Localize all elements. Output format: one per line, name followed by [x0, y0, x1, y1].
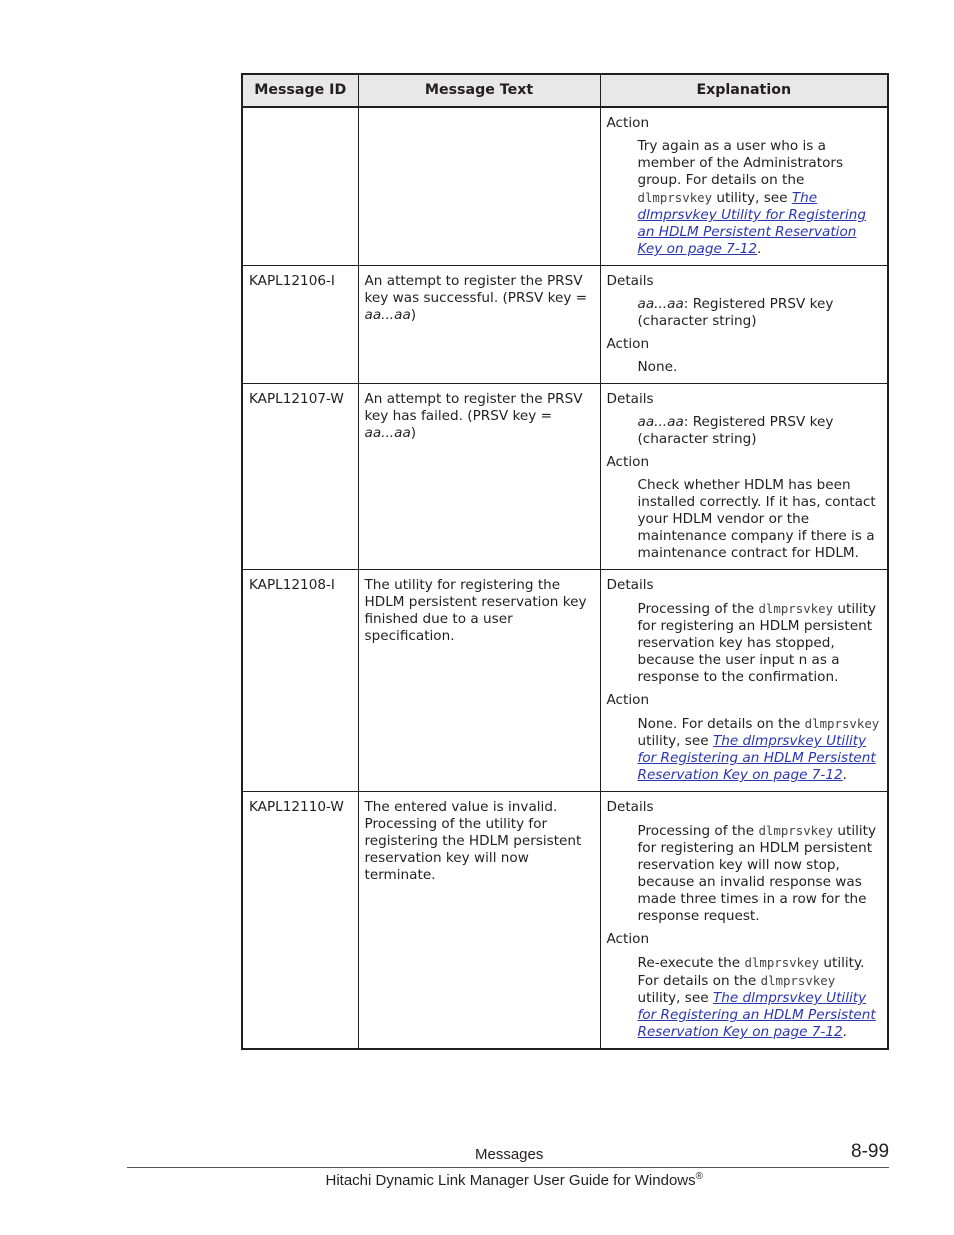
action-text: Try again as a user who is a member of the Administrators group. For details on the dlmprsvkey utility, see The dlmprsvkey Utility for Registering an HDLM Persistent Reservation Key on page 7-12. [637, 138, 867, 257]
table-row [242, 266, 888, 384]
explanation-cell [600, 384, 888, 570]
table-header-row [242, 74, 888, 107]
message-text-cell: The entered value is invalid. Processing of the utility for registering the HDLM persistent reservation key will now terminate. [358, 792, 600, 1050]
header-explanation: Explanation [600, 74, 888, 107]
action-label: Action [606, 692, 650, 708]
message-table [241, 73, 889, 1050]
details-label: Details [606, 391, 654, 407]
explanation-cell [600, 792, 888, 1050]
explanation-cell [600, 266, 888, 384]
action-label: Action [606, 336, 650, 352]
details-text: aa...aa: Registered PRSV key (character string) [637, 414, 834, 447]
explanation-cell [600, 570, 888, 792]
details-label: Details [606, 273, 654, 289]
details-text: Processing of the dlmprsvkey utility for registering an HDLM persistent reservation key will now stop, because an invalid response was made three times in a row for the response request. [637, 823, 877, 924]
message-id-cell: KAPL12106-I [242, 266, 358, 384]
command-name: dlmprsvkey [758, 823, 834, 838]
explanation-cell [600, 107, 888, 266]
action-text: Re-execute the dlmprsvkey utility. For details on the dlmprsvkey utility, see The dlmprsvkey Utility for Registering an HDLM Persistent Reservation Key on page 7-12. [637, 955, 876, 1040]
cross-reference-link[interactable]: The dlmprsvkey Utility for Registering an HDLM Persistent Reservation Key on page 7-12 [637, 190, 867, 257]
table-row [242, 107, 888, 266]
command-name: dlmprsvkey [758, 601, 834, 616]
registered-mark: ® [695, 1171, 703, 1182]
action-text: None. For details on the dlmprsvkey utility, see The dlmprsvkey Utility for Registering an HDLM Persistent Reservation Key on page 7-12. [637, 716, 880, 783]
header-message-text: Message Text [358, 74, 600, 107]
details-label: Details [606, 799, 654, 815]
footer-document-title: Hitachi Dynamic Link Manager User Guide for Windows® [325, 1171, 703, 1189]
message-text-cell: An attempt to register the PRSV key was successful. (PRSV key = aa...aa) [358, 266, 600, 384]
action-label: Action [606, 454, 650, 470]
command-name: dlmprsvkey [760, 973, 836, 988]
action-text: Check whether HDLM has been installed correctly. If it has, contact your HDLM vendor or the maintenance company if there is a maintenance contract for HDLM. [637, 477, 876, 561]
table-row [242, 570, 888, 792]
command-name: dlmprsvkey [744, 955, 820, 970]
command-name: dlmprsvkey [637, 190, 713, 205]
message-id-cell [242, 107, 358, 266]
cross-reference-link[interactable]: The dlmprsvkey Utility for Registering an HDLM Persistent Reservation Key on page 7-12 [637, 990, 876, 1040]
footer-divider [127, 1167, 889, 1168]
details-label: Details [606, 577, 654, 593]
action-label: Action [606, 115, 650, 131]
footer-section-name: Messages [475, 1146, 544, 1163]
details-text: aa...aa: Registered PRSV key (character string) [637, 296, 834, 329]
message-id-cell: KAPL12110-W [242, 792, 358, 1050]
header-message-id: Message ID [242, 74, 358, 107]
page-number: 8-99 [851, 1141, 890, 1162]
message-text-cell: The utility for registering the HDLM persistent reservation key finished due to a user specification. [358, 570, 600, 792]
table-row [242, 384, 888, 570]
cross-reference-link[interactable]: The dlmprsvkey Utility for Registering an HDLM Persistent Reservation Key on page 7-12 [637, 733, 876, 783]
command-name: dlmprsvkey [804, 716, 880, 731]
message-id-cell: KAPL12107-W [242, 384, 358, 570]
message-text-cell [358, 107, 600, 266]
message-id-cell: KAPL12108-I [242, 570, 358, 792]
action-label: Action [606, 931, 650, 947]
action-text: None. [637, 359, 678, 375]
details-text: Processing of the dlmprsvkey utility for registering an HDLM persistent reservation key has stopped, because the user input n as a response to the confirmation. [637, 601, 877, 685]
message-text-cell: An attempt to register the PRSV key has failed. (PRSV key = aa...aa) [358, 384, 600, 570]
table-row [242, 792, 888, 1050]
